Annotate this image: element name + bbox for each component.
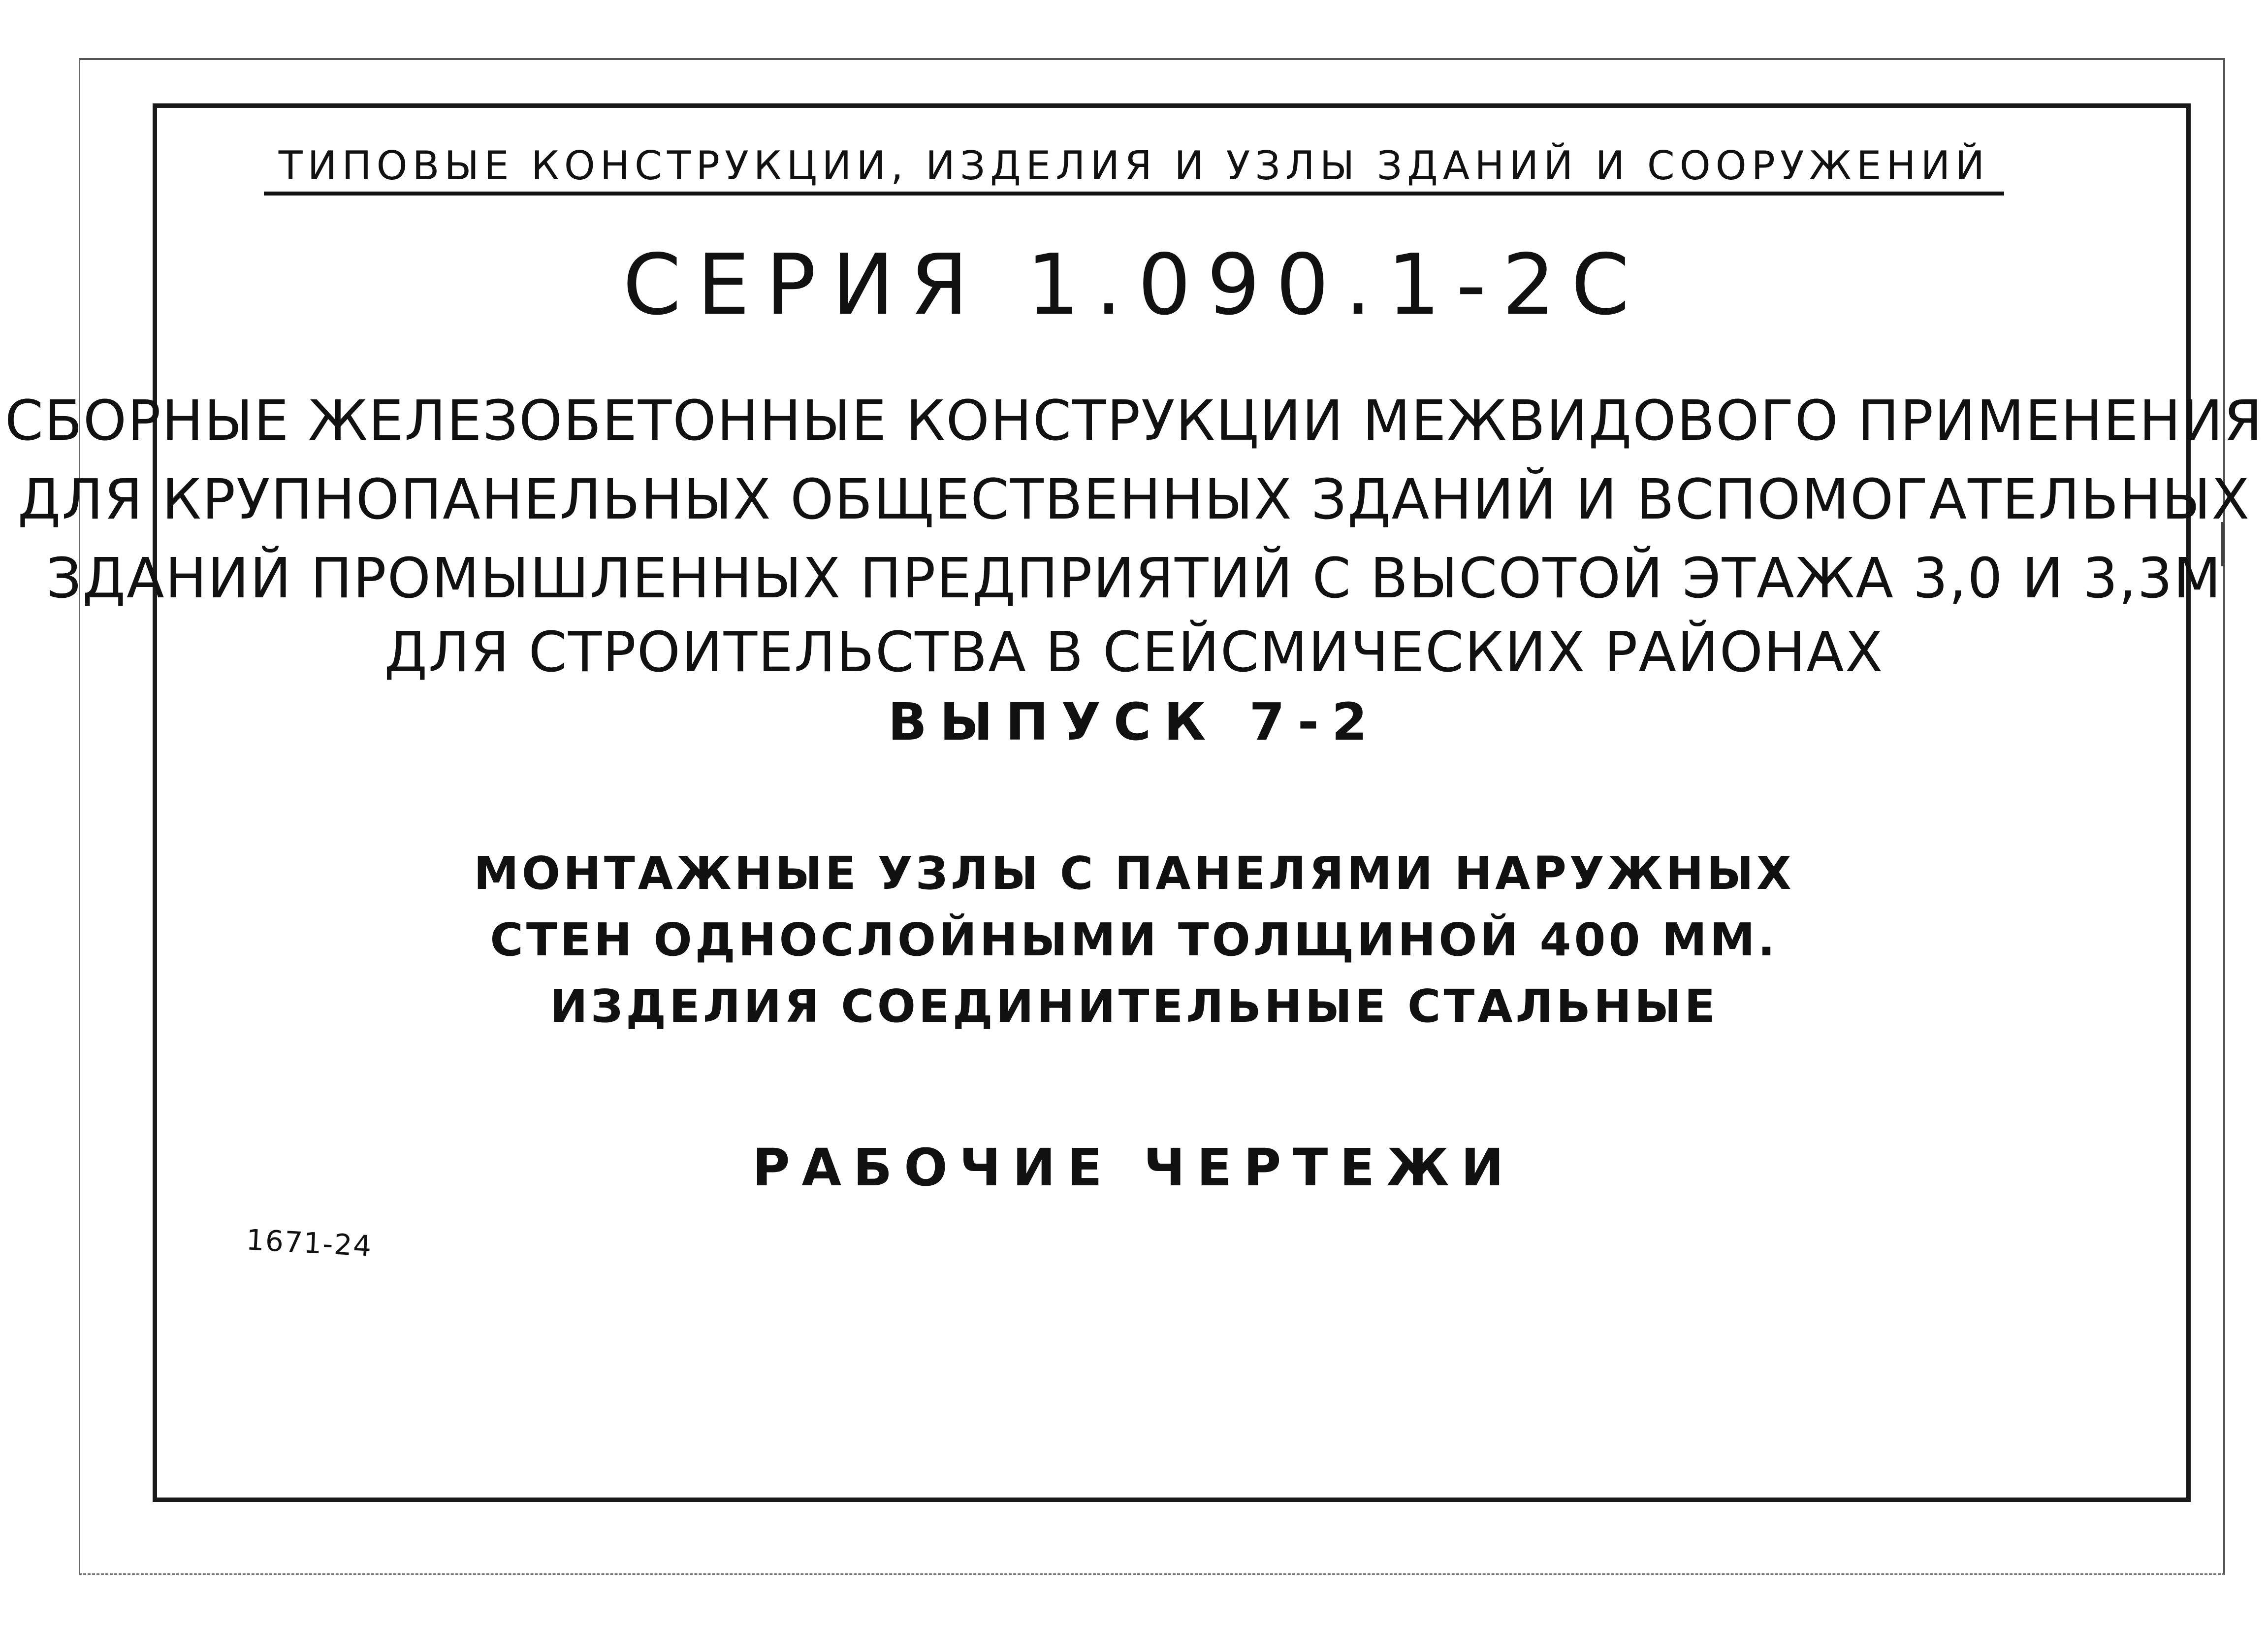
description-line-4: ДЛЯ СТРОИТЕЛЬСТВА В СЕЙСМИЧЕСКИХ РАЙОНАХ (384, 620, 1884, 684)
subject-line-2: СТЕН ОДНОСЛОЙНЫМИ ТОЛЩИНОЙ 400 ММ. (490, 913, 1778, 966)
series-family-heading (0, 143, 2268, 189)
series-family-text: ТИПОВЫЕ КОНСТРУКЦИИ, ИЗДЕЛИЯ И УЗЛЫ ЗДАНИЙ И СООРУЖЕНИЙ (264, 143, 2004, 195)
issue-label: ВЫПУСК 7-2 (888, 692, 1380, 752)
description-line-3: ЗДАНИЙ ПРОМЫШЛЕННЫХ ПРЕДПРИЯТИЙ С ВЫСОТОЙ ЭТАЖА 3,0 И 3,3М (46, 547, 2222, 611)
document-type-label: РАБОЧИЕ ЧЕРТЕЖИ (752, 1138, 1516, 1198)
series-title: СЕРИЯ 1.090.1-2С (622, 236, 1646, 334)
description-line-2: ДЛЯ КРУПНОПАНЕЛЬНЫХ ОБЩЕСТВЕННЫХ ЗДАНИЙ И ВСПОМОГАТЕЛЬНЫХ (17, 468, 2251, 532)
archive-number: 1671-24 (245, 1223, 373, 1263)
description-line-1: СБОРНЫЕ ЖЕЛЕЗОБЕТОННЫЕ КОНСТРУКЦИИ МЕЖВИДОВОГО ПРИМЕНЕНИЯ (4, 389, 2264, 453)
subject-line-1: МОНТАЖНЫЕ УЗЛЫ С ПАНЕЛЯМИ НАРУЖНЫХ (474, 847, 1794, 900)
subject-line-3: ИЗДЕЛИЯ СОЕДИНИТЕЛЬНЫЕ СТАЛЬНЫЕ (549, 980, 1719, 1033)
